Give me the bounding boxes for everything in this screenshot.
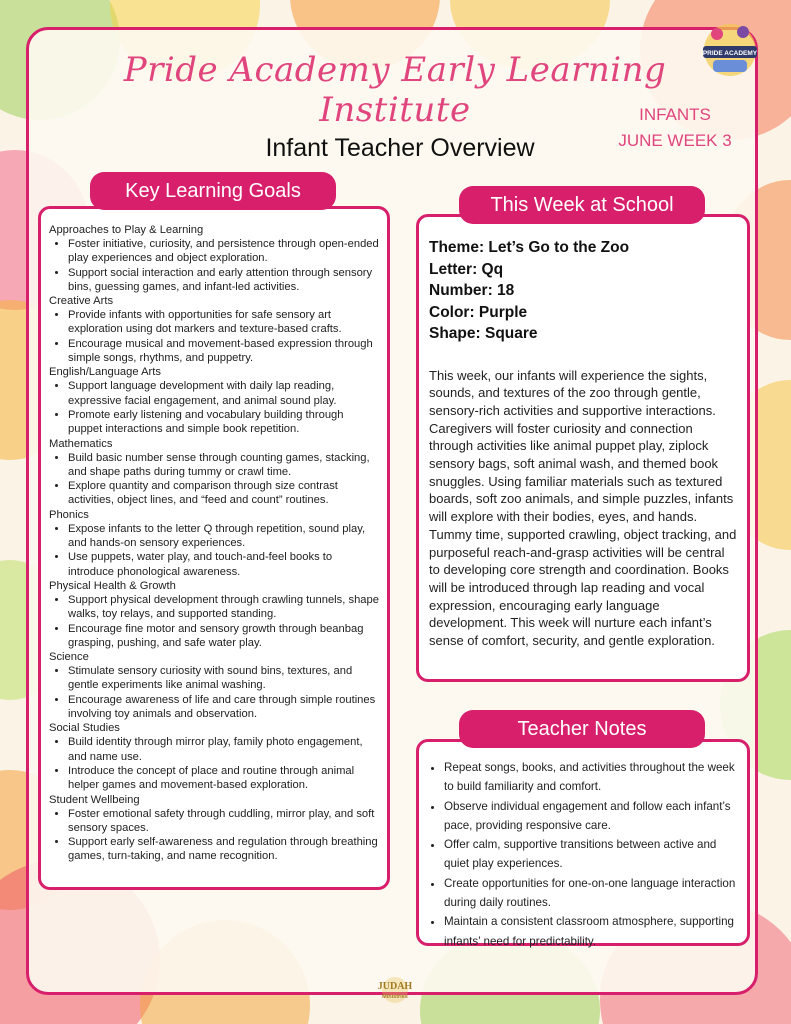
goal-list — [49, 237, 379, 294]
teacher-note-item: • Observe individual engagement and follow each infant’s pace, providing responsive care. — [444, 797, 737, 836]
theme-line: Theme: Let’s Go to the Zoo — [429, 239, 630, 256]
goal-item: • Promote early listening and vocabulary building through puppet interactions and simple book repetition. — [68, 408, 379, 437]
goal-list — [49, 379, 379, 436]
goal-item: • Foster emotional safety through cuddling, mirror play, and soft sensory spaces. — [68, 807, 379, 836]
goal-category: Phonics — [49, 508, 89, 521]
color-line: Color: Purple — [429, 303, 528, 321]
teacher-notes-list — [425, 758, 737, 951]
this-week-box — [416, 214, 750, 682]
teacher-note-item: • Create opportunities for one-on-one language interaction during daily routines. — [444, 874, 737, 913]
learning-goals-heading: Key Learning Goals — [90, 172, 336, 210]
page-title: Pride Academy Early Learning Institute — [123, 50, 667, 130]
goal-category: English/Language Arts — [49, 366, 161, 379]
goal-item: • Build identity through mirror play, family photo engagement, and name use. — [68, 735, 379, 764]
week-label: JUNE WEEK 3 — [618, 131, 732, 150]
goal-item: • Expose infants to the letter Q through repetition, sound play, and hands-on sensory experiences. — [68, 522, 379, 551]
goal-item: • Encourage fine motor and sensory growth through beanbag grasping, pushing, and safe water play. — [68, 622, 379, 651]
group-label: INFANTS — [639, 105, 711, 124]
goal-item: • Support social interaction and early attention through sensory bins, guessing games, and infant-led activities. — [68, 266, 379, 295]
goal-list — [49, 593, 379, 650]
goal-list — [49, 451, 379, 508]
goal-list — [49, 308, 379, 365]
goal-category: Social Studies — [49, 722, 120, 735]
learning-goals-box — [38, 206, 390, 890]
goal-item: • Introduce the concept of place and routine through animal helper games and movement-based exploration. — [68, 764, 379, 793]
teacher-note-item: • Maintain a consistent classroom atmosphere, supporting infants’ need for predictability. — [444, 912, 737, 951]
number-line: Number: 18 — [429, 282, 515, 299]
svg-text:Ministries: Ministries — [382, 994, 408, 1000]
goal-item: • Use puppets, water play, and touch-and-feel books to introduce phonological awareness. — [68, 550, 379, 579]
svg-text:JUDAH: JUDAH — [377, 981, 413, 992]
goal-list — [49, 522, 379, 579]
goal-item: • Provide infants with opportunities for safe sensory art exploration using dot markers and texture-based crafts. — [68, 308, 379, 337]
letter-line: Letter: Qq — [429, 260, 504, 278]
goal-category: Approaches to Play & Learning — [49, 224, 204, 236]
goal-category: Student Wellbeing — [49, 793, 140, 806]
teacher-notes-box — [416, 739, 750, 946]
goal-item: • Build basic number sense through counting games, stacking, and shape paths during tummy or crawl time. — [68, 451, 379, 480]
pride-academy-logo — [695, 12, 765, 80]
goal-category: Creative Arts — [49, 295, 114, 308]
goal-item: • Support physical development through crawling tunnels, shape walks, toy relays, and supported standing. — [68, 593, 379, 622]
goal-list — [49, 664, 379, 721]
goal-item: • Stimulate sensory curiosity with sound bins, textures, and gentle experiments like animal washing. — [68, 664, 379, 693]
goal-category: Mathematics — [49, 437, 113, 450]
teacher-note-item: • Repeat songs, books, and activities throughout the week to build familiarity and comfort. — [444, 758, 737, 797]
goal-item: • Support early self-awareness and regulation through breathing games, turn-taking, and name recognition. — [68, 835, 379, 864]
goal-category: Science — [49, 651, 89, 664]
goal-item: • Encourage musical and movement-based expression through simple songs, rhythms, and puppetry. — [68, 337, 379, 366]
goal-list — [49, 735, 379, 792]
goal-item: • Support language development with daily lap reading, expressive facial engagement, and animal sound play. — [68, 379, 379, 408]
goal-category: Physical Health & Growth — [49, 579, 176, 592]
goal-item: • Foster initiative, curiosity, and persistence through open-ended play experiences and object exploration. — [68, 237, 379, 266]
goal-list — [49, 807, 379, 864]
week-description-1: This week, our infants will experience the sights, sounds, and textures of the zoo through gentle, sensory-rich activities and supportive interactions. Caregivers will foster curiosity and connection through activities like animal puppet play, ziplock sensory bags, soft animal wash, and themed book snuggles. Using familiar materials such as textured boards, soft zoo animals, and simple puzzles, infants will explore with their bodies, eyes, and hands. — [429, 367, 734, 525]
class-week-label — [605, 102, 745, 154]
teacher-notes-heading: Teacher Notes — [459, 710, 705, 748]
week-description-2: Tummy time, supported crawling, object tracking, and purposeful reach-and-grasp activities will be central to developing core strength and coordination. Books will be introduced through lap reading and vocal expression, encouraging early language development. This week will nurture each infant’s sense of comfort, security, and gentle exploration. — [429, 526, 737, 649]
this-week-heading: This Week at School — [459, 186, 705, 224]
teacher-note-item: • Offer calm, supportive transitions between active and quiet play experiences. — [444, 835, 737, 874]
goal-item: • Explore quantity and comparison through size contrast activities, object lines, and “feed and count” routines. — [68, 479, 379, 508]
svg-text:PRIDE ACADEMY: PRIDE ACADEMY — [702, 50, 758, 57]
shape-line: Shape: Square — [429, 325, 538, 342]
goal-item: • Encourage awareness of life and care through simple routines involving toy animals and observation. — [68, 693, 379, 722]
page-subtitle: Infant Teacher Overview — [265, 134, 535, 162]
judah-ministries-logo — [365, 975, 425, 1005]
